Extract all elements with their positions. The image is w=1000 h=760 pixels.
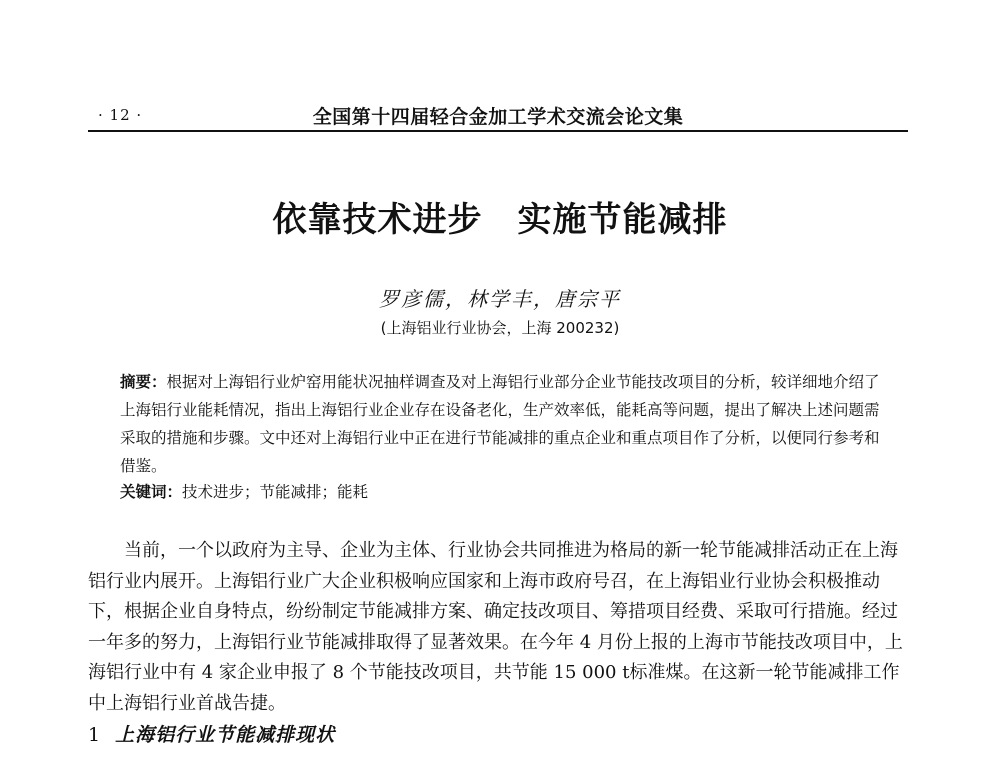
section-title: 上海铝行业节能减排现状 bbox=[115, 724, 336, 746]
section-heading bbox=[88, 720, 335, 750]
page-number: · 12 · bbox=[98, 106, 143, 124]
abstract-label: 摘要： bbox=[120, 373, 167, 391]
keywords bbox=[120, 480, 890, 504]
section-number: 1 bbox=[88, 724, 102, 746]
running-head bbox=[88, 98, 908, 128]
keywords-text: 技术进步；节能减排；能耗 bbox=[182, 483, 369, 501]
journal-title: 全国第十四届轻合金加工学术交流会论文集 bbox=[312, 106, 684, 128]
abstract-text: 根据对上海铝行业炉窑用能状况抽样调查及对上海铝行业部分企业节能技改项目的分析，较详细地介绍了上海铝行业能耗情况，指出上海铝行业企业存在设备老化，生产效率低，能耗高等问题，提出了解决上述问题需采取的措施和步骤。文中还对上海铝行业中正在进行节能减排的重点企业和重点项目作了分析，以便同行参考和借鉴。 bbox=[120, 373, 880, 475]
body-paragraph: 当前，一个以政府为主导、企业为主体、行业协会共同推进为格局的新一轮节能减排活动正在上海铝行业内展开。上海铝行业广大企业积极响应国家和上海市政府号召，在上海铝业行业协会积极推动下，根据企业自身特点，纷纷制定节能减排方案、确定技改项目、筹措项目经费、采取可行措施。经过一年多的努力，上海铝行业节能减排取得了显著效果。在今年 4 月份上报的上海市节能技改项目中，上海铝行业中有 4 家企业申报了 8 个节能技改项目，共节能 15 000 t标准煤。在这新一轮节能减排工作中上海铝行业首战告捷。 bbox=[88, 540, 903, 714]
author-list: 罗彦儒，林学丰，唐宗平 bbox=[379, 287, 621, 311]
author-affiliation: (上海铝业行业协会，上海 200232) bbox=[380, 319, 620, 337]
paper-title: 依靠技术进步 实施节能减排 bbox=[272, 200, 728, 240]
abstract bbox=[120, 368, 890, 480]
keywords-label: 关键词： bbox=[120, 483, 183, 501]
header-rule bbox=[88, 130, 908, 132]
